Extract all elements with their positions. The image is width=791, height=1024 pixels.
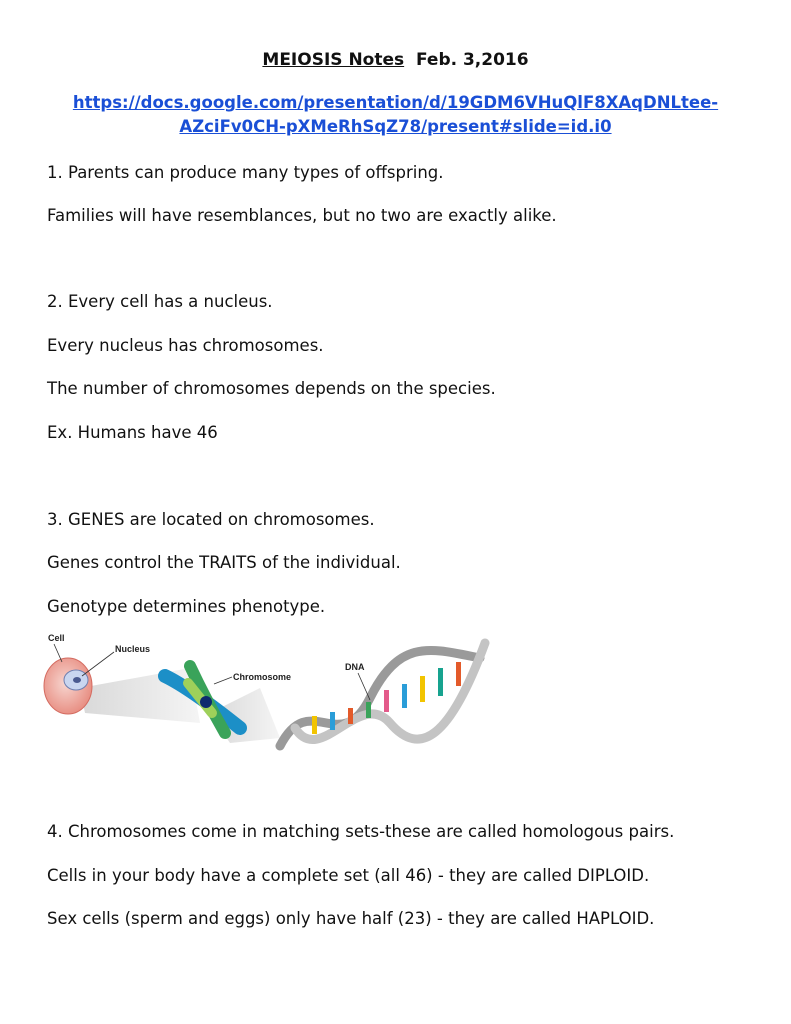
presentation-link-line-2[interactable]: AZciFv0CH-pXMeRhSqZ78/present#slide=id.i0 <box>179 117 612 136</box>
dna-label: DNA <box>345 662 365 672</box>
cell-to-dna-diagram <box>40 628 490 758</box>
zoom-funnel-1 <box>80 668 200 723</box>
section-4-heading: 4. Chromosomes come in matching sets-these are called homologous pairs. <box>47 822 675 841</box>
cell-icon <box>44 658 92 714</box>
diagram-svg <box>40 628 490 758</box>
section-3-text-2: Genotype determines phenotype. <box>47 597 326 616</box>
presentation-link-line-1[interactable]: https://docs.google.com/presentation/d/19GDM6VHuQlF8XAqDNLtee- <box>72 93 719 112</box>
section-4-text-2: Sex cells (sperm and eggs) only have half (23) - they are called HAPLOID. <box>47 909 655 928</box>
dna-helix-icon <box>280 643 485 746</box>
title-text: MEIOSIS Notes <box>262 50 405 70</box>
section-4-text-1: Cells in your body have a complete set (all 46) - they are called DIPLOID. <box>47 866 650 885</box>
section-1-heading: 1. Parents can produce many types of offspring. <box>47 163 444 182</box>
page-title <box>0 50 791 70</box>
section-1-text: Families will have resemblances, but no two are exactly alike. <box>47 206 557 225</box>
title-date: Feb. 3,2016 <box>415 50 529 70</box>
nucleus-label: Nucleus <box>115 644 151 654</box>
section-3-heading: 3. GENES are located on chromosomes. <box>47 510 375 529</box>
section-3-text-1: Genes control the TRAITS of the individual. <box>47 553 401 572</box>
cell-label: Cell <box>48 633 65 643</box>
section-2-text-2: The number of chromosomes depends on the species. <box>47 379 496 398</box>
section-2-heading: 2. Every cell has a nucleus. <box>47 292 273 311</box>
section-2-text-1: Every nucleus has chromosomes. <box>47 336 324 355</box>
chromosome-label: Chromosome <box>233 672 292 682</box>
section-2-text-3: Ex. Humans have 46 <box>47 423 218 442</box>
